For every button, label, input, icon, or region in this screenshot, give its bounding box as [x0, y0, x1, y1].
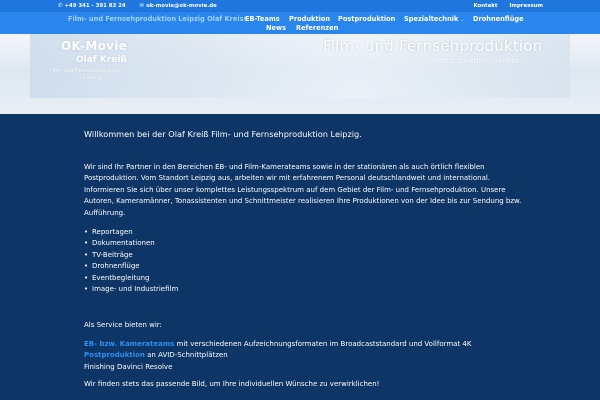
- nav-item-spezialtechnik[interactable]: [404, 15, 465, 23]
- list-item: • Image- und Industriefilm: [92, 284, 178, 295]
- logo-title: OK-Movie: [61, 39, 128, 53]
- logo-city: Leipzig: [84, 75, 102, 81]
- phone-icon: ✆: [58, 3, 63, 9]
- contact-info: [58, 3, 229, 9]
- phone-contact[interactable]: [58, 3, 132, 9]
- nav-item-drohnenfluege[interactable]: Drohnenflüge: [473, 15, 524, 23]
- nav-item-eb-teams[interactable]: EB-Teams: [245, 15, 280, 23]
- hero-banner: [0, 34, 600, 114]
- hero-subtitle: Produktion · Kamerateams · Postproduktion · Service: [335, 57, 520, 65]
- chevron-down-icon: ⌄: [460, 17, 465, 23]
- link-impressum[interactable]: Impressum: [509, 3, 543, 9]
- main-nav: [0, 12, 600, 34]
- email-contact[interactable]: [140, 3, 223, 9]
- hero-title: Film- und Fernsehproduktion: [323, 37, 543, 55]
- top-bar: [0, 0, 600, 12]
- mail-icon: ✉: [139, 3, 145, 9]
- list-item: • TV-Beiträge: [92, 250, 178, 261]
- intro-paragraph: Wir sind Ihr Partner in den Bereichen EB- und Film-Kamerateams sowie in der stationären als auch örtlich flexiblen Postproduktion. Vom Standort Leipzig aus, arbeiten wir mit erfahrenem Personal deutschlandweit und international. Informieren Sie sich über unser komplettes Leistungsspektrum auf dem Gebiet der Film- und Fernsehproduktion. Unsere Autoren, Kameramänner, Tonassistenten und Schnittmeister realisieren Ihre Produktionen von der Idee bis zur Sendung bzw. Aufführung.: [84, 163, 522, 217]
- email-address: ok-movie@ok-movie.de: [146, 3, 217, 9]
- link-kontakt[interactable]: Kontakt: [473, 3, 498, 9]
- welcome-text: Willkommen bei der Olaf Kreiß Film- und Fernsehproduktion Leipzig.: [84, 129, 362, 139]
- nav-item-referenzen[interactable]: Referenzen: [296, 24, 339, 32]
- service-details: [84, 339, 471, 373]
- link-postproduktion[interactable]: Postproduktion: [84, 351, 145, 360]
- service-line-post: [84, 350, 471, 361]
- service-line-finishing: Finishing Davinci Resolve: [84, 362, 173, 371]
- logo-name: Olaf Kreiß: [76, 55, 127, 65]
- closing-text: Wir finden stets das passende Bild, um Ihre individuellen Wünsche zu verwirklichen!: [84, 380, 380, 388]
- nav-item-news[interactable]: News: [266, 24, 287, 32]
- logo-tagline: Film- und Fernsehproduktion: [50, 68, 122, 74]
- list-item: • Reportagen: [92, 227, 178, 238]
- phone-number: +49 341 - 391 83 24: [64, 3, 126, 9]
- link-eb-kamerateams[interactable]: EB- bzw. Kamerateams: [84, 340, 175, 348]
- services-list: [84, 227, 178, 295]
- nav-item-postproduktion[interactable]: Postproduktion: [338, 15, 396, 23]
- list-item: • Dokumentationen: [92, 238, 178, 249]
- service-heading: Als Service bieten wir:: [84, 321, 162, 329]
- nav-brand-link[interactable]: Film- und Fernsehproduktion Leipzig Olaf Kreiss: [68, 15, 248, 23]
- nav-item-spezialtechnik-label: Spezialtechnik: [404, 15, 459, 23]
- top-links: [463, 3, 543, 9]
- service-post-text: an AVID-Schnittplätzen: [144, 351, 228, 360]
- service-eb-text: mit verschiedenen Aufzeichnungsformaten im Broadcaststandard und Vollformat 4K: [174, 340, 472, 348]
- service-line-eb: [84, 339, 471, 350]
- list-item: • Eventbegleitung: [92, 273, 178, 284]
- nav-item-produktion[interactable]: Produktion: [289, 15, 331, 23]
- list-item: • Drohnenflüge: [92, 261, 178, 272]
